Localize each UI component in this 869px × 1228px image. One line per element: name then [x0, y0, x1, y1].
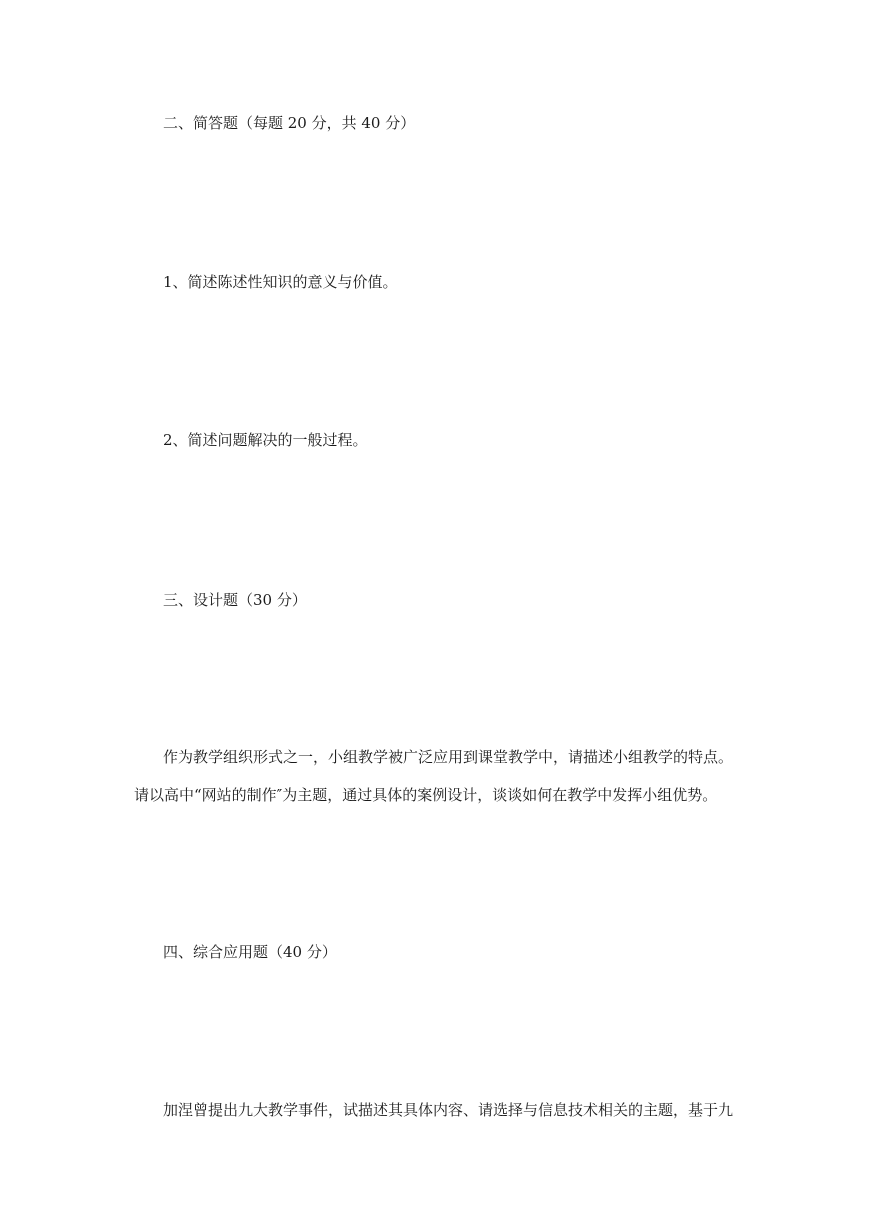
comprehensive-question-line-1: 加涅曾提出九大教学事件，试描述其具体内容、请选择与信息技术相关的主题，基于九 — [163, 1101, 734, 1119]
design-question-line-1: 作为教学组织形式之一，小组教学被广泛应用到课堂教学中，请描述小组教学的特点。 — [163, 748, 734, 766]
question-1: 1、简述陈述性知识的意义与价值。 — [163, 273, 398, 291]
question-2: 2、简述问题解决的一般过程。 — [163, 431, 368, 449]
design-question-line-2: 请以高中“网站的制作″为主题，通过具体的案例设计，谈谈如何在教学中发挥小组优势。 — [134, 786, 718, 804]
section-heading-short-answer: 二、简答题（每题 20 分，共 40 分） — [163, 114, 416, 132]
section-heading-design: 三、设计题（30 分） — [163, 591, 307, 609]
section-heading-comprehensive: 四、综合应用题（40 分） — [163, 943, 337, 961]
